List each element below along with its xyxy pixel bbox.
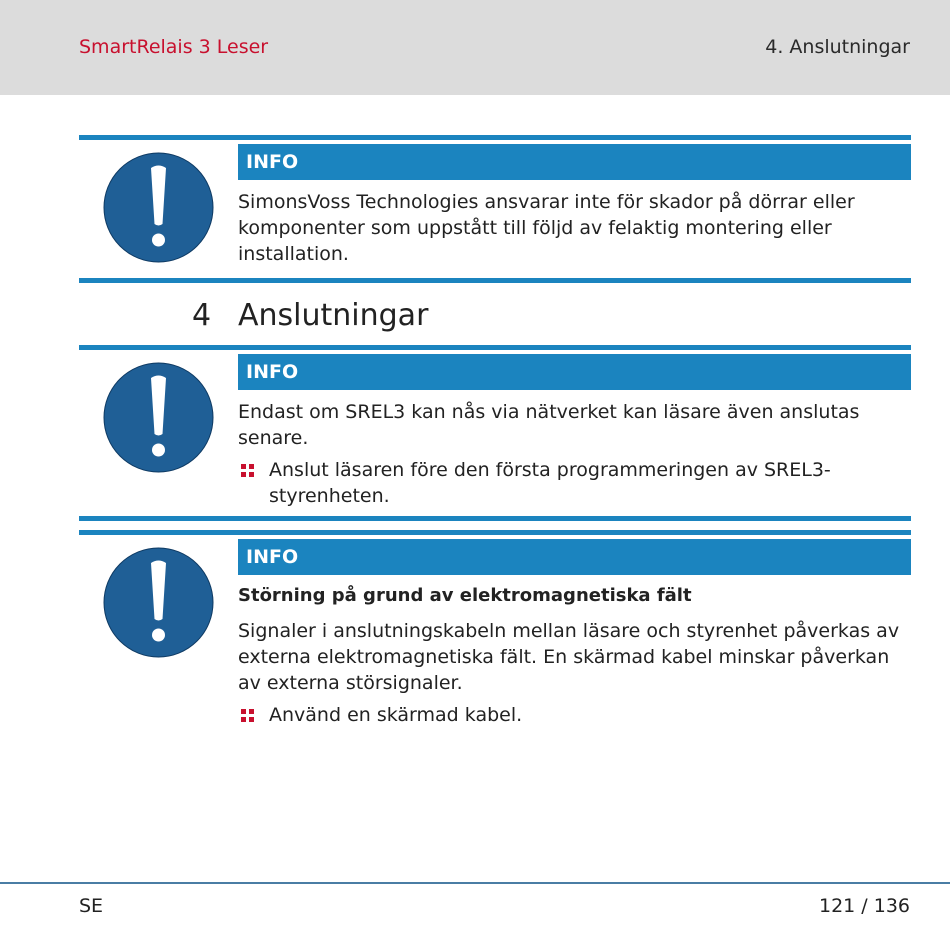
- info-box-top-rule: [79, 530, 911, 535]
- page-number: 121 / 136: [818, 895, 910, 917]
- exclamation-icon: [103, 362, 214, 473]
- info-box-bottom-rule: [79, 278, 911, 283]
- info-box-top-rule: [79, 135, 911, 140]
- info-box-bottom-rule: [79, 516, 911, 521]
- info-text: SimonsVoss Technologies ansvarar inte för skador på dörrar eller komponenter som uppstått till följd av felaktig montering eller installation.: [238, 191, 855, 265]
- chapter-number: 4: [192, 298, 212, 333]
- info-text: Signaler i anslutningskabeln mellan läsare och styrenhet påverkas av externa elektromagnetiska fält. En skärmad kabel minskar påverkan av externa störsignaler.: [238, 620, 900, 694]
- info-label: INFO: [246, 546, 299, 568]
- list-item-text: Anslut läsaren före den första programmeringen av SREL3-styrenheten.: [269, 459, 831, 507]
- info-heading: Störning på grund av elektromagnetiska fält: [238, 585, 692, 606]
- section-title: 4. Anslutningar: [765, 36, 910, 58]
- exclamation-icon: [103, 547, 214, 658]
- product-name: SmartRelais 3 Leser: [79, 36, 269, 58]
- info-text: Endast om SREL3 kan nås via nätverket kan läsare även anslutas senare.: [238, 401, 860, 449]
- page-header: [0, 0, 950, 95]
- list-item-text: Använd en skärmad kabel.: [269, 704, 523, 726]
- footer-divider: [0, 882, 950, 884]
- info-label-bar: [238, 144, 911, 180]
- footer-language: SE: [79, 895, 104, 917]
- chapter-title: Anslutningar: [238, 298, 429, 333]
- info-box-top-rule: [79, 345, 911, 350]
- info-label-bar: [238, 539, 911, 575]
- exclamation-icon: [103, 152, 214, 263]
- info-label-bar: [238, 354, 911, 390]
- bullet-icon: [241, 709, 254, 722]
- bullet-icon: [241, 464, 254, 477]
- info-label: INFO: [246, 151, 299, 173]
- info-label: INFO: [246, 361, 299, 383]
